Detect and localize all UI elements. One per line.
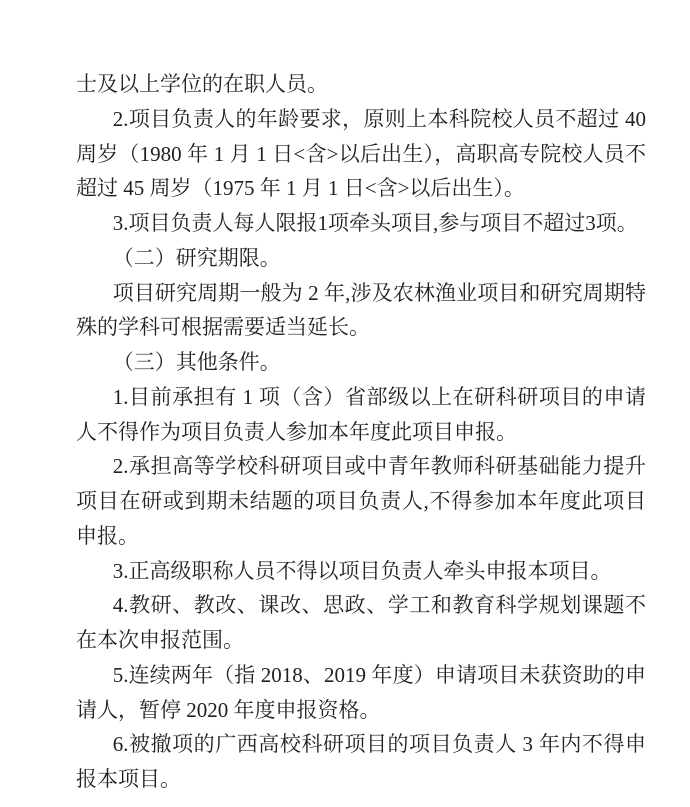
paragraph-item-age: 2.项目负责人的年龄要求，原则上本科院校人员不超过 40 周岁（1980 年 1 月 1 日<含>以后出生），高职高专院校人员不超过 45 周岁（1975 年 1 月 1 日<含>以后出生）。 — [76, 106, 646, 201]
paragraph-condition-4: 4.教研、教改、课改、思政、学工和教育科学规划课题不在本次申报范围。 — [76, 593, 646, 652]
paragraph-condition-3: 3.正高级职称人员不得以项目负责人牵头申报本项目。 — [112, 558, 612, 583]
heading-other-conditions: （三）其他条件。 — [112, 350, 281, 374]
paragraph-period-detail: 项目研究周期一般为 2 年,涉及农林渔业项目和研究周期特殊的学科可根据需要适当延长。 — [76, 280, 646, 340]
heading-research-period: （二）研究期限。 — [112, 245, 281, 270]
paragraph-condition-6: 6.被撤项的广西高校科研项目的项目负责人 3 年内不得申报本项目。 — [76, 732, 646, 791]
paragraph-condition-2: 2.承担高等学校科研项目或中青年教师科研基础能力提升项目在研或到期未结题的项目负责人,不得参加本年度此项目申报。 — [76, 454, 646, 548]
paragraph-condition-5: 5.连续两年（指 2018、2019 年度）申请项目未获资助的申请人，暂停 2020 年度申报资格。 — [76, 662, 646, 722]
paragraph-item-limit: 3.项目负责人每人限报1项牵头项目,参与项目不超过3项。 — [112, 211, 638, 235]
paragraph-continuation: 士及以上学位的在职人员。 — [76, 72, 328, 96]
document-body — [76, 67, 646, 797]
paragraph-condition-1: 1.目前承担有 1 项（含）省部级以上在研科研项目的申请人不得作为项目负责人参加本年度此项目申报。 — [76, 384, 646, 444]
